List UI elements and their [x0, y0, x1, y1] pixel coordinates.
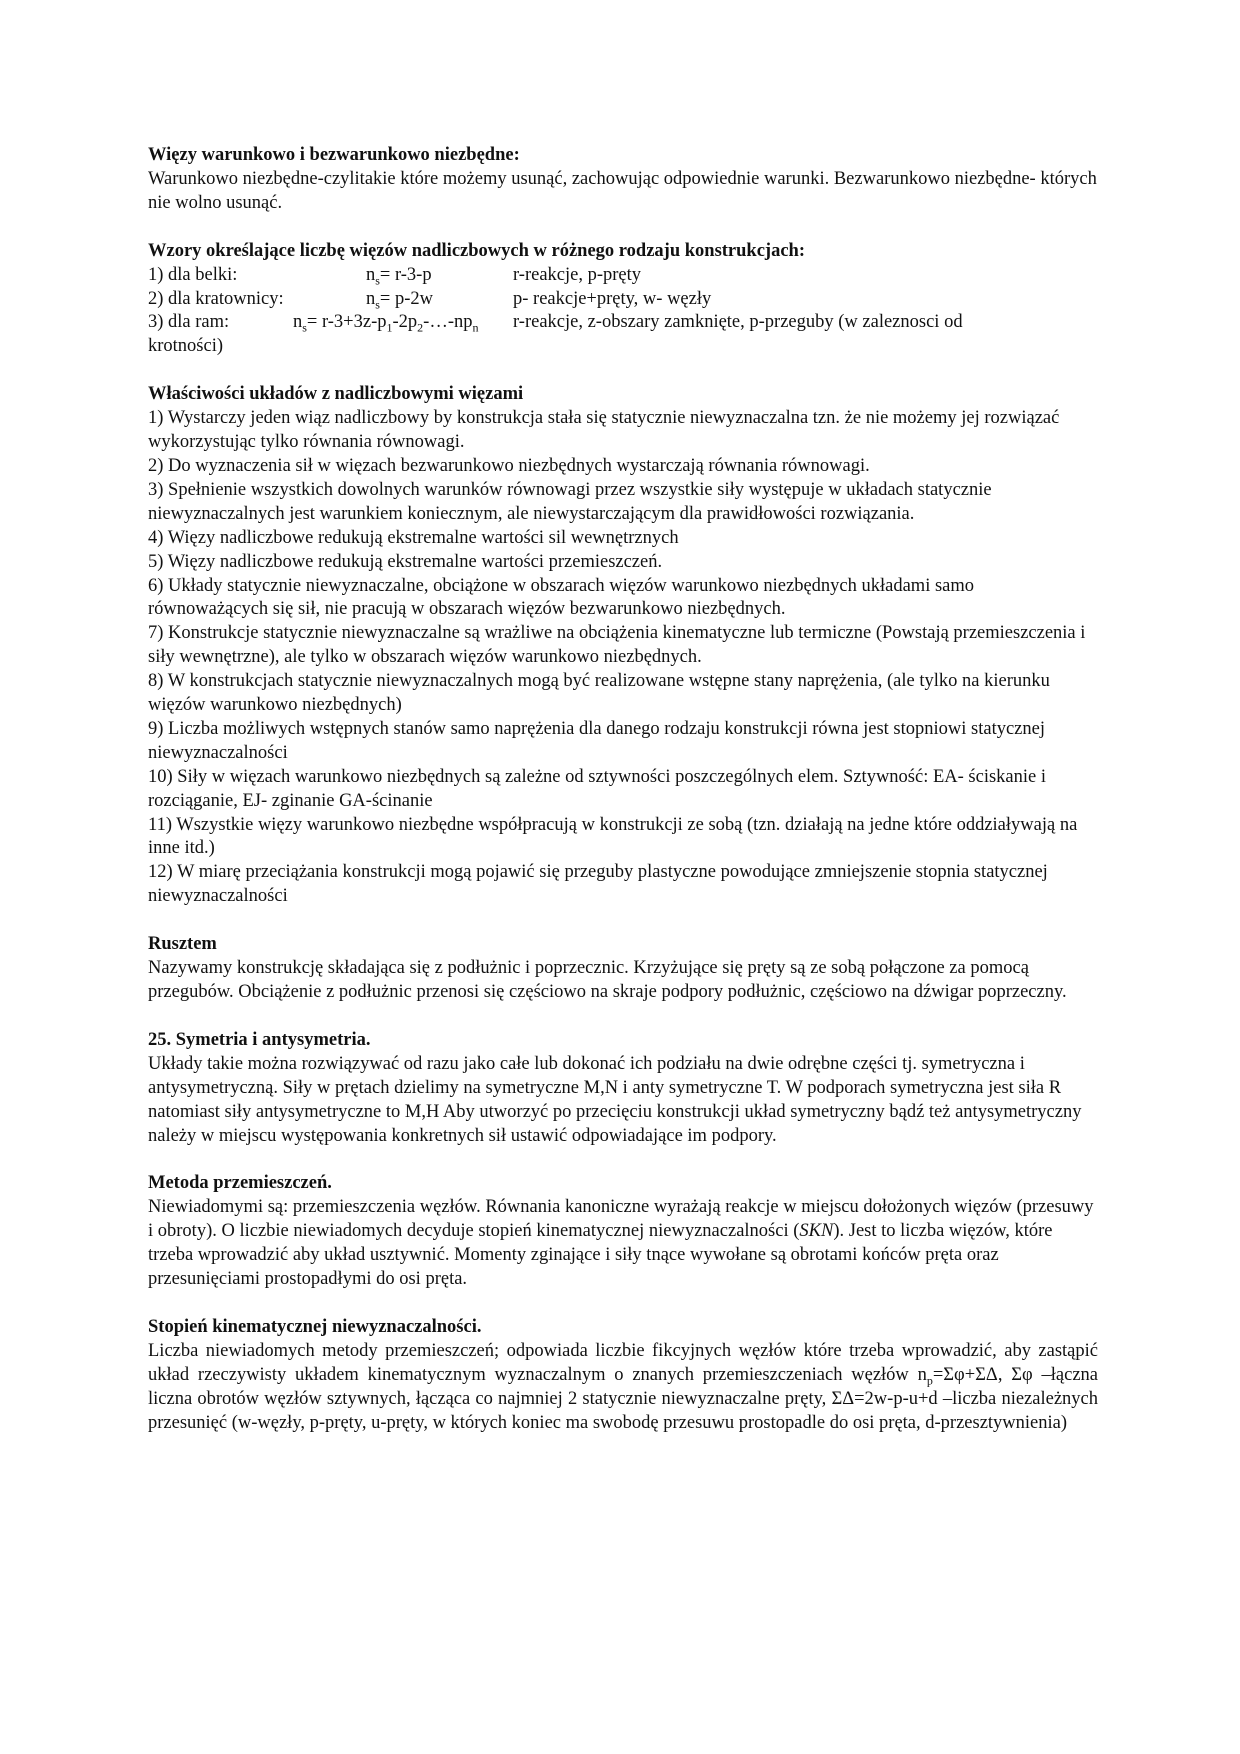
list-item: 1) Wystarczy jeden wiąz nadliczbowy by konstrukcja stała się statycznie niewyznaczalna tzn. że nie możemy jej rozwiązać wykorzystując tylko równania równowagi.	[148, 408, 1060, 453]
section-heading-metoda: Metoda przemieszczeń.	[148, 1173, 332, 1194]
formula-row-kratownica	[148, 288, 1098, 312]
document-page	[148, 144, 1098, 1436]
section-heading-rusztem: Rusztem	[148, 934, 217, 955]
spacer	[148, 1292, 1098, 1316]
list-item: 4) Więzy nadliczbowe redukują ekstremalne wartości sil wewnętrznych	[148, 527, 679, 548]
formula-label: 3) dla ram:	[148, 312, 230, 333]
section-heading-wzory: Wzory określające liczbę więzów nadliczbowych w różnego rodzaju konstrukcjach:	[148, 240, 806, 261]
spacer	[148, 216, 1098, 240]
formula-label: 2) dla kratownicy:	[148, 288, 284, 309]
section-text-stopien: Liczba niewiadomych metody przemieszczeń; odpowiada liczbie fikcyjnych węzłów które trzeba wprowadzić, aby zastąpić układ rzeczywisty układem kinematycznym wyznaczalnym o znanych przemieszczeniach węzłów $n_p=\Sigma\varphi+\Sigma\Delta$, Σφ –łączna liczna obrotów węzłów sztywnych, łącząca co najmniej 2 statycznie niewyznaczalne pręty, ΣΔ=2w-p-u+d –liczba niezależnych przesunięć (w-węzły, p-pręty, u-pręty, w których koniec ma swobodę przesuwu prostopadle do osi pręta, d-przesztywnienia)	[148, 1340, 1098, 1433]
formula-row-rama	[148, 311, 1098, 335]
list-item: 3) Spełnienie wszystkich dowolnych warunków równowagi przez wszystkie siły występuje w układach statycznie niewyznaczalnych jest warunkiem koniecznym, ale niewystarczającym dla prawidłowości rozwiązania.	[148, 479, 992, 524]
formula-label: 1) dla belki:	[148, 264, 238, 285]
list-item: 11) Wszystkie więzy warunkowo niezbędne współpracują w konstrukcji ze sobą (tzn. działają na jedne które oddziaływają na inne itd.)	[148, 814, 1078, 859]
formula-expression: $n_s=$ $r-3+3z-p_1-2p_2-\dots-np_n$	[293, 312, 479, 336]
spacer	[148, 359, 1098, 383]
section-text-rusztem: Nazywamy konstrukcję składająca się z podłużnic i poprzecznic. Krzyżujące się pręty są ze sobą połączone za pomocą przegubów. Obciążenie z podłużnic przenosi się częściowo na skraje podpory podłużnic, częściowo na dźwigar poprzeczny.	[148, 958, 1067, 1002]
list-item: 7) Konstrukcje statycznie niewyznaczalne są wrażliwe na obciążenia kinematyczne lub termiczne (Powstają przemieszczenia i siły wewnętrzne), ale tylko w obszarach więzów warunkowo niezbędnych.	[148, 623, 1086, 668]
formula-note: r-reakcje, p-pręty	[513, 264, 642, 285]
list-item: 6) Układy statycznie niewyznaczalne, obciążone w obszarach więzów warunkowo niezbędnych układami samo równoważących się sił, nie pracują w obszarach więzów bezwarunkowo niezbędnych.	[148, 575, 975, 620]
formula-expression: $n_s= p-2w$	[366, 288, 434, 312]
formula-note: p- reakcje+pręty, w- węzły	[513, 288, 712, 309]
formula-note-continuation: krotności)	[148, 336, 224, 357]
formula-expression: $n_s= r-3-p$	[366, 264, 432, 288]
section-heading-stopien: Stopień kinematycznej niewyznaczalności.	[148, 1316, 482, 1337]
section-heading-symetria: 25. Symetria i antysymetria.	[148, 1029, 371, 1050]
section-text-metoda: Niewiadomymi są: przemieszczenia węzłów. Równania kanoniczne wyrażają reakcje w miejscu dołożonych więzów (przesuwy i obroty). O liczbie niewiadomych decyduje stopień kinematycznej niewyznaczalności (SKN). Jest to liczba więzów, które trzeba wprowadzić aby układ usztywnić. Momenty zginające i siły tnące wywołane są obrotami końców pręta oraz przesunięciami prostopadłymi do osi pręta.	[148, 1197, 1094, 1290]
section-heading-wiezy: Więzy warunkowo i bezwarunkowo niezbędne:	[148, 145, 520, 165]
spacer	[148, 1148, 1098, 1172]
section-text-wiezy: Warunkowo niezbędne-czylitakie które możemy usunąć, zachowując odpowiednie warunki. Bezwarunkowo niezbędne- których nie wolno usunąć.	[148, 168, 1097, 213]
list-item: 9) Liczba możliwych wstępnych stanów samo naprężenia dla danego rodzaju konstrukcji równa jest stopniowi statycznej niewyznaczalności	[148, 718, 1045, 763]
list-item: 10) Siły w więzach warunkowo niezbędnych są zależne od sztywności poszczególnych elem. Sztywność: EA- ściskanie i rozciąganie, EJ- zginanie GA-ścinanie	[148, 766, 1046, 811]
spacer	[148, 909, 1098, 933]
list-item: 12) W miarę przeciążania konstrukcji mogą pojawić się przeguby plastyczne powodujące zmniejszenie stopnia statycznej niewyznaczalności	[148, 862, 1048, 907]
list-item: 8) W konstrukcjach statycznie niewyznaczalnych mogą być realizowane wstępne stany naprężenia, (ale tylko na kierunku więzów warunkowo niezbędnych)	[148, 671, 1050, 716]
formula-row-belka	[148, 264, 1098, 288]
list-item: 5) Więzy nadliczbowe redukują ekstremalne wartości przemieszczeń.	[148, 551, 663, 572]
spacer	[148, 1005, 1098, 1029]
section-text-symetria: Układy takie można rozwiązywać od razu jako całe lub dokonać ich podziału na dwie odrębne części tj. symetryczna i antysymetryczną. Siły w prętach dzielimy na symetryczne M,N i anty symetryczne T. W podporach symetryczna jest siła R natomiast siły antysymetryczne to M,H Aby utworzyć po przecięciu konstrukcji układ symetryczny bądź też antysymetryczny należy w miejscu występowania konkretnych sił ustawić odpowiadające im podpory.	[148, 1053, 1082, 1146]
section-heading-wlasciwosci: Właściwości układów z nadliczbowymi więzami	[148, 384, 524, 405]
formula-note: r-reakcje, z-obszary zamknięte, p-przeguby (w zaleznosci od	[513, 312, 963, 333]
list-item: 2) Do wyznaczenia sił w więzach bezwarunkowo niezbędnych wystarczają równania równowagi.	[148, 455, 870, 476]
